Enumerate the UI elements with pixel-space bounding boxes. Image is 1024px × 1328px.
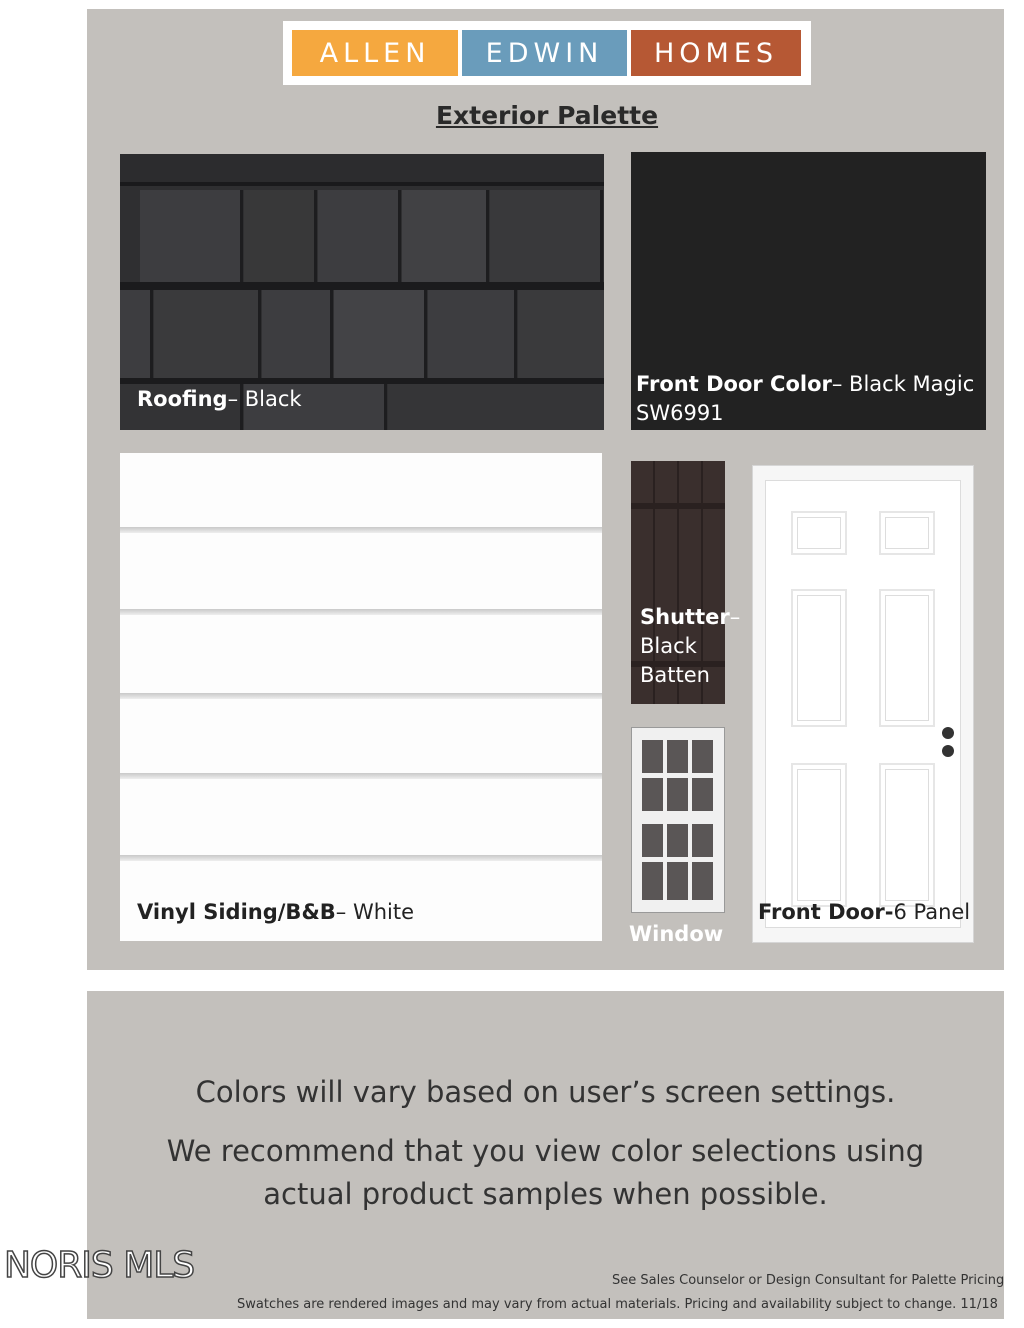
logo-allen: ALLEN: [292, 30, 458, 76]
roofing-label: [137, 385, 302, 414]
window-swatch: [631, 727, 725, 913]
door-knob: [942, 727, 954, 739]
front-door-name: Front Door-: [758, 900, 894, 924]
door-slab: [765, 480, 961, 928]
disclaimer: Swatches are rendered images and may vary from actual materials. Pricing and availability subject to change. 11/18: [237, 1297, 998, 1312]
notice-line-2: We recommend that you view color selections using: [166, 1134, 925, 1168]
roofing-name: Roofing: [137, 387, 228, 411]
front-door-value: 6 Panel: [893, 900, 971, 924]
vinyl-siding-label: [137, 898, 414, 927]
shutter-value-line1: Black: [640, 634, 697, 658]
shutter-label: [640, 603, 740, 690]
vinyl-siding-swatch: [120, 453, 602, 941]
pricing-note: See Sales Counselor or Design Consultant for Palette Pricing: [612, 1273, 1005, 1288]
mls-watermark: NORIS MLS: [4, 1245, 195, 1286]
front-door-color-code: SW6991: [636, 401, 724, 425]
vinyl-siding-value: – White: [335, 900, 415, 924]
vinyl-siding-name: Vinyl Siding/B&B: [137, 900, 336, 924]
logo-homes: HOMES: [631, 30, 801, 76]
shutter-value-line2: Batten: [640, 663, 710, 687]
shutter-name: Shutter: [640, 605, 730, 629]
front-door-color-label: [636, 370, 974, 428]
front-door-color-name: Front Door Color: [636, 372, 832, 396]
allen-edwin-homes-logo: [283, 21, 811, 85]
front-door-label: [758, 898, 970, 927]
roofing-value: – Black: [227, 387, 302, 411]
front-door-swatch: [752, 465, 974, 943]
page-title: Exterior Palette: [435, 101, 659, 130]
shutter-dash: –: [729, 605, 741, 629]
notice-line-3: actual product samples when possible.: [263, 1177, 828, 1211]
front-door-color-value: – Black Magic: [831, 372, 975, 396]
logo-edwin: EDWIN: [462, 30, 627, 76]
door-deadbolt: [942, 745, 954, 757]
window-label: Window: [629, 922, 724, 946]
notice-line-1: Colors will vary based on user’s screen settings.: [195, 1075, 896, 1109]
